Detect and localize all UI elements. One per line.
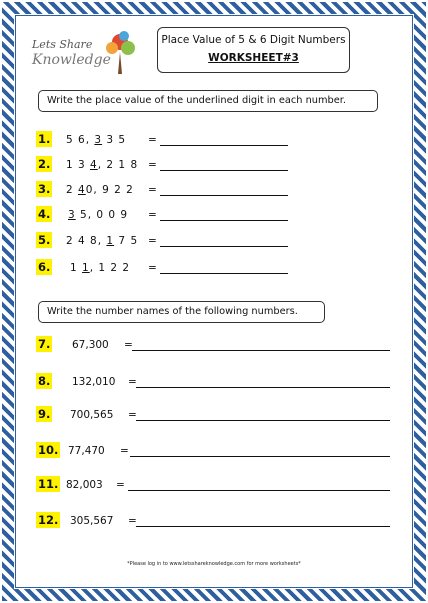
answer-line[interactable]	[160, 145, 288, 146]
underlined-digit: 1	[106, 235, 115, 247]
underlined-digit: 3	[68, 209, 76, 221]
number-expression	[66, 233, 138, 249]
question-number: 5.	[38, 233, 51, 247]
equals-sign: =	[128, 515, 137, 527]
question-row	[36, 232, 296, 250]
answer-line[interactable]	[136, 387, 390, 388]
question-number: 12.	[38, 513, 59, 527]
digits-after: 5, 0 0 9	[75, 209, 129, 221]
answer-line[interactable]	[132, 350, 390, 351]
number-value: 82,003	[66, 479, 103, 491]
question-number: 11.	[38, 477, 59, 491]
equals-sign: =	[124, 339, 133, 351]
number-expression	[70, 260, 130, 276]
digits-before: 2	[66, 184, 79, 196]
answer-line[interactable]	[160, 170, 288, 171]
equals-sign: =	[128, 376, 137, 388]
logo	[30, 28, 142, 78]
underlined-digit: 4	[90, 159, 98, 171]
question-row	[36, 181, 296, 199]
question-row	[36, 156, 296, 174]
question-number: 10.	[38, 443, 59, 457]
question-row	[36, 406, 396, 424]
digits-after: , 1 2 2	[89, 262, 131, 274]
digits-after: 3 5	[102, 134, 127, 146]
underlined-digit: 4	[78, 184, 86, 196]
question-number: 7.	[38, 337, 51, 351]
equals-sign: =	[116, 479, 125, 491]
digits-after: 7 5	[114, 235, 139, 247]
question-number: 3.	[38, 182, 51, 196]
logo-line2: Knowledge	[32, 52, 111, 68]
number-value: 700,565	[70, 409, 114, 421]
question-row	[36, 442, 396, 460]
number-expression	[68, 207, 128, 223]
equals-sign: =	[128, 409, 137, 421]
digits-before: 5 6,	[66, 134, 95, 146]
number-value: 132,010	[72, 376, 116, 388]
number-value: 67,300	[72, 339, 109, 351]
question-number: 2.	[38, 157, 51, 171]
instruction-2: Write the number names of the following numbers.	[38, 301, 325, 323]
digits-after: , 2 1 8	[97, 159, 139, 171]
answer-line[interactable]	[130, 456, 390, 457]
answer-line[interactable]	[160, 246, 288, 247]
question-number: 1.	[38, 132, 51, 146]
equals-sign: =	[148, 235, 157, 247]
equals-sign: =	[148, 184, 157, 196]
question-row	[36, 512, 396, 530]
question-row	[36, 259, 296, 277]
underlined-digit: 3	[94, 134, 103, 146]
question-number: 6.	[38, 260, 51, 274]
number-expression	[66, 157, 138, 173]
title-box	[157, 27, 350, 73]
number-value: 77,470	[68, 445, 105, 457]
answer-line[interactable]	[128, 490, 390, 491]
equals-sign: =	[148, 134, 157, 146]
instruction-1: Write the place value of the underlined digit in each number.	[38, 90, 378, 112]
digits-after: 0, 9 2 2	[85, 184, 134, 196]
answer-line[interactable]	[160, 195, 288, 196]
worksheet-label: WORKSHEET#3	[208, 52, 299, 64]
question-row	[36, 131, 296, 149]
question-number: 8.	[38, 374, 51, 388]
question-row	[36, 476, 396, 494]
number-expression	[66, 182, 134, 198]
equals-sign: =	[148, 159, 157, 171]
answer-line[interactable]	[136, 420, 390, 421]
number-value: 305,567	[70, 515, 114, 527]
digits-before: 1 3	[66, 159, 91, 171]
question-row	[36, 206, 296, 224]
footer-note: *Please log in to www.letsshareknowledge.com for more worksheets*	[127, 561, 301, 567]
question-number: 9.	[38, 407, 51, 421]
underlined-digit: 1	[82, 262, 90, 274]
page-title: Place Value of 5 & 6 Digit Numbers	[161, 34, 346, 46]
equals-sign: =	[148, 262, 157, 274]
equals-sign: =	[120, 445, 129, 457]
answer-line[interactable]	[160, 273, 288, 274]
equals-sign: =	[148, 209, 157, 221]
number-expression	[66, 132, 126, 148]
question-row	[36, 373, 396, 391]
question-row	[36, 336, 396, 354]
question-number: 4.	[38, 207, 51, 221]
digits-before: 1	[70, 262, 83, 274]
answer-line[interactable]	[136, 526, 390, 527]
answer-line[interactable]	[160, 220, 288, 221]
logo-line1: Lets Share	[32, 38, 93, 51]
tree-logo-icon	[30, 28, 142, 78]
digits-before: 2 4 8,	[66, 235, 107, 247]
